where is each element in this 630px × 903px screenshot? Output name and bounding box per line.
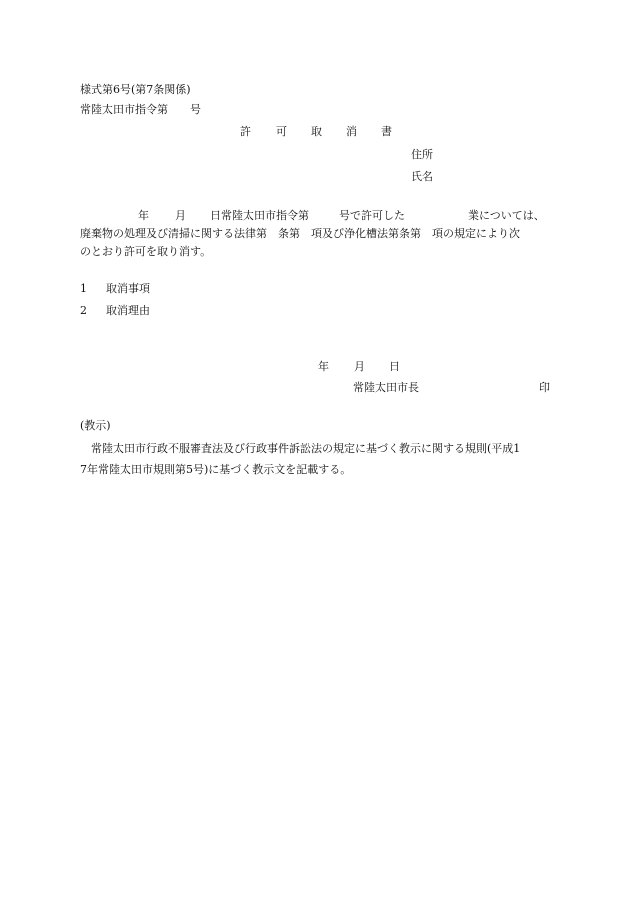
title-char-3: 取 (311, 125, 322, 138)
body-mid2: 号で許可した (339, 209, 405, 222)
title-char-4: 消 (346, 125, 357, 138)
seal-mark: 印 (539, 381, 550, 394)
list-item (80, 304, 150, 318)
name-label: 氏名 (411, 170, 433, 183)
body-line-2: 廃棄物の処理及び清掃に関する法律第 条第 項及び浄化槽法第条第 項の規定により次 (80, 227, 520, 240)
address-label: 住所 (411, 148, 433, 161)
item-label: 取消事項 (106, 282, 150, 295)
reference-number: 常陸太田市指令第 号 (80, 103, 201, 116)
date-year: 年 (318, 360, 329, 373)
title-char-2: 可 (276, 125, 287, 138)
body-year: 年 (138, 209, 149, 222)
item-label: 取消理由 (106, 304, 150, 317)
list-item (80, 282, 150, 296)
body-mid: 日常陸太田市指令第 (210, 209, 309, 222)
form-label: 様式第6号(第7条関係) (80, 83, 191, 96)
title-char-1: 許 (240, 125, 251, 138)
body-line-3: のとおり許可を取り消す。 (80, 245, 212, 258)
instruction-line-2: 7年常陸太田市規則第5号)に基づく教示文を記載する。 (80, 463, 352, 476)
title-char-5: 書 (381, 125, 392, 138)
date-day: 日 (389, 360, 400, 373)
instruction-line-1: 常陸太田市行政不服審査法及び行政事件訴訟法の規定に基づく教示に関する規則(平成1 (91, 442, 521, 455)
signer-title: 常陸太田市長 (353, 381, 419, 394)
date-month: 月 (354, 360, 365, 373)
instruction-heading: (教示) (80, 419, 111, 432)
body-end: 業については、 (468, 209, 545, 222)
item-number: 1 (80, 282, 87, 295)
body-month: 月 (175, 209, 186, 222)
item-number: 2 (80, 304, 87, 317)
